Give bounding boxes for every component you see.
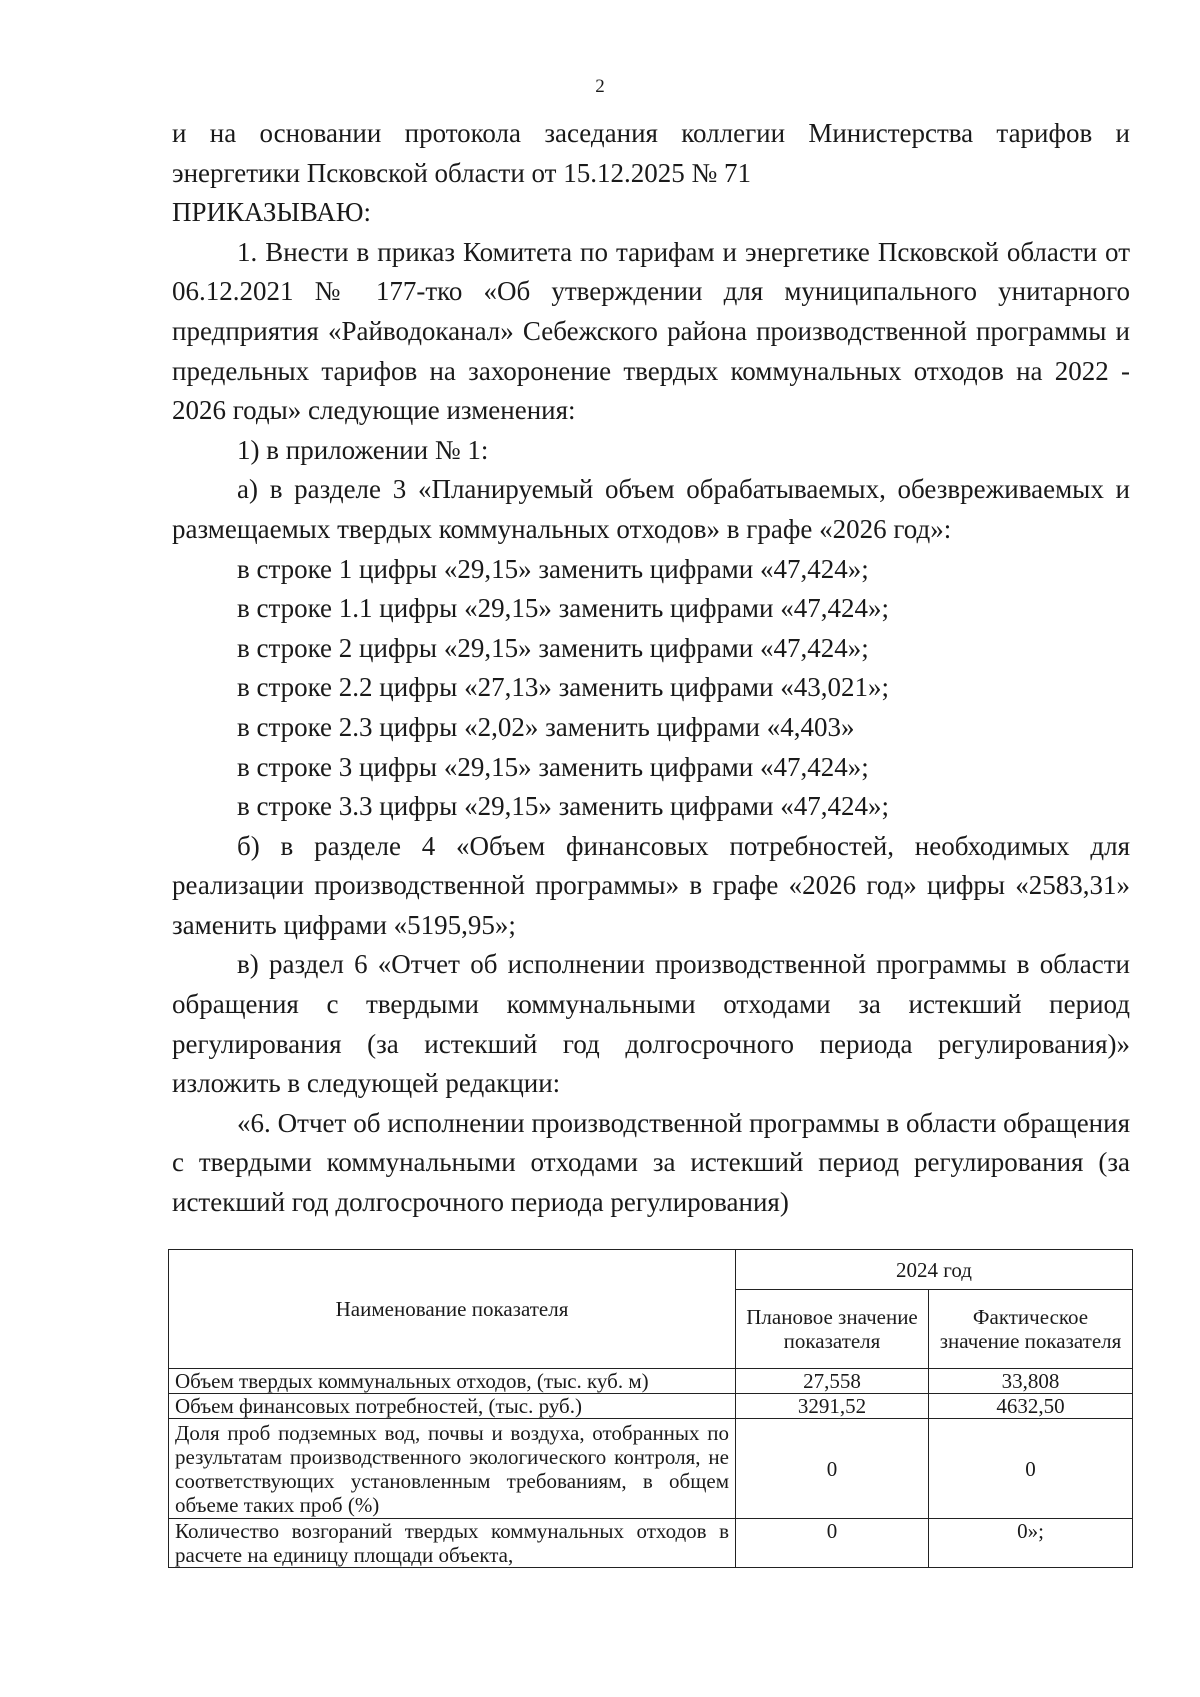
row-name: Объем твердых коммунальных отходов, (тыс. куб. м)	[169, 1369, 736, 1394]
table-row	[169, 1519, 1133, 1568]
row-planned: 0	[736, 1519, 929, 1568]
list-item: в строке 2.2 цифры «27,13» заменить цифрами «43,021»;	[237, 672, 889, 703]
row-name: Количество возгораний твердых коммунальных отходов в расчете на единицу площади объекта,	[169, 1519, 736, 1568]
row-actual: 0	[929, 1419, 1133, 1519]
row-planned: 27,558	[736, 1369, 929, 1394]
list-item: в строке 3 цифры «29,15» заменить цифрами «47,424»;	[237, 751, 869, 782]
list-item: в строке 2.3 цифры «2,02» заменить цифрами «4,403»	[237, 711, 855, 742]
row-planned: 3291,52	[736, 1394, 929, 1419]
list-item: в строке 1 цифры «29,15» заменить цифрами «47,424»;	[237, 553, 869, 584]
row-name: Доля проб подземных вод, почвы и воздуха, отобранных по результатам производственного экологического контроля, не соответствующих установленным требованиям, в общем объеме таких проб (%)	[169, 1419, 736, 1519]
table-row	[169, 1369, 1133, 1394]
paragraph-item-1: 1. Внести в приказ Комитета по тарифам и энергетике Псковской области от 06.12.2021 № 177-тко «Об утверждении для муниципального унитарного предприятия «Райводоканал» Себежского района производственной программы и предельных тарифов на захоронение твердых коммунальных отходов на 2022 - 2026 годы» следующие изменения:	[172, 236, 1130, 426]
report-table	[168, 1249, 1133, 1568]
row-actual: 33,808	[929, 1369, 1133, 1394]
paragraph-order-word: ПРИКАЗЫВАЮ:	[172, 197, 371, 228]
table-row	[169, 1394, 1133, 1419]
page-number: 2	[595, 76, 605, 97]
paragraph-subitem-v: в) раздел 6 «Отчет об исполнении производственной программы в области обращения с твердыми коммунальными отходами за истекший период регулирования (за истекший год долгосрочного периода регулирования)» изложить в следующей редакции:	[172, 949, 1130, 1099]
header-indicator-name: Наименование показателя	[169, 1250, 736, 1369]
table-header-row	[169, 1250, 1133, 1290]
header-year: 2024 год	[736, 1250, 1133, 1290]
list-item: в строке 1.1 цифры «29,15» заменить цифрами «47,424»;	[237, 593, 889, 624]
list-item: в строке 3.3 цифры «29,15» заменить цифрами «47,424»;	[237, 791, 889, 822]
header-actual: Фактическое значение показателя	[929, 1290, 1133, 1369]
table-row	[169, 1419, 1133, 1519]
row-planned: 0	[736, 1419, 929, 1519]
paragraph-basis: и на основании протокола заседания коллегии Министерства тарифов и энергетики Псковской области от 15.12.2025 № 71	[172, 118, 1130, 188]
list-item: в строке 2 цифры «29,15» заменить цифрами «47,424»;	[237, 632, 869, 663]
header-planned: Плановое значение показателя	[736, 1290, 929, 1369]
row-actual: 0»;	[929, 1519, 1133, 1568]
document-body	[172, 114, 1130, 1223]
section-6-title: «6. Отчет об исполнении производственной программы в области обращения с твердыми коммунальными отходами за истекший период регулирования (за истекший год долгосрочного периода регулирования)	[172, 1107, 1130, 1218]
paragraph-subitem-1: 1) в приложении № 1:	[237, 434, 489, 465]
row-name: Объем финансовых потребностей, (тыс. руб.)	[169, 1394, 736, 1419]
row-actual: 4632,50	[929, 1394, 1133, 1419]
paragraph-subitem-a: а) в разделе 3 «Планируемый объем обрабатываемых, обезвреживаемых и размещаемых твердых коммунальных отходов» в графе «2026 год»:	[172, 474, 1130, 544]
paragraph-subitem-b: б) в разделе 4 «Объем финансовых потребностей, необходимых для реализации производственной программы» в графе «2026 год» цифры «2583,31» заменить цифрами «5195,95»;	[172, 830, 1130, 940]
